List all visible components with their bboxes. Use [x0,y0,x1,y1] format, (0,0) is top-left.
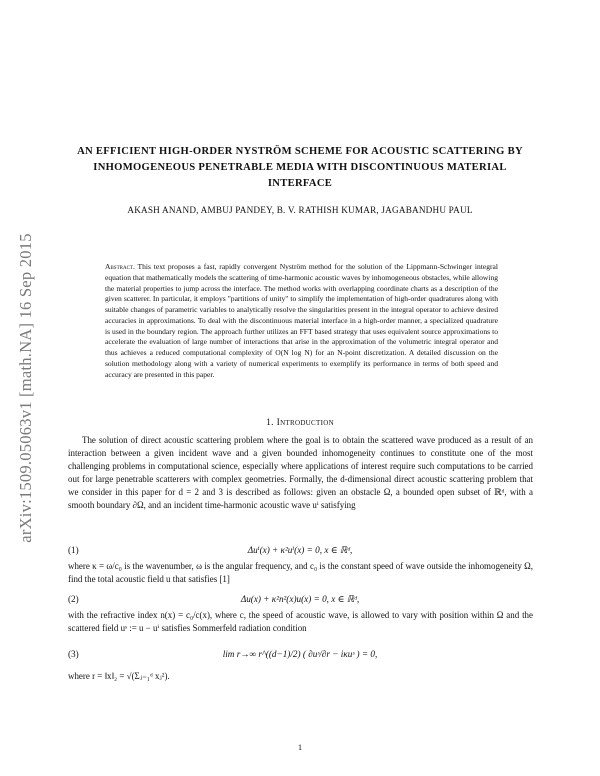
paper-title: AN EFFICIENT HIGH-ORDER NYSTRÖM SCHEME FOR ACOUSTIC SCATTERING BY INHOMOGENEOUS PENETRABLE MEDIA WITH DISCONTINUOUS MATERIAL INTERFACE [77,146,523,189]
paper-authors: AKASH ANAND, AMBUJ PANDEY, B. V. RATHISH KUMAR, JAGABANDHU PAUL [127,205,473,215]
equation-3-number: (3) [68,649,79,659]
abstract-label: Abstract. [105,262,135,271]
equation-2-number: (2) [68,594,79,604]
abstract-text: This text proposes a fast, rapidly convergent Nyström method for the solution of the Lippmann-Schwinger integral equation that mathematically models the scattering of time-harmonic acoustic waves by inhomogeneous obstacles, while allowing the material properties to jump across the interface. The method works with overlapping coordinate charts as a description of the given scatterer. In particular, it employs "partitions of unity" to simplify the implementation of high-order quadratures along with suitable changes of parametric variables to analytically resolve the singularities present in the integral operator to achieve desired accuracies in approximations. To deal with the discontinuous material interface in a high-order manner, a specialized quadrature is used in the boundary region. The approach further utilizes an FFT based strategy that uses equivalent source approximations to accelerate the evaluation of large number of interactions that arise in the approximation of the volumetric integral operator and thus achieves a reduced computational complexity of O(N log N) for an N-point discretization. A detailed discussion on the solution methodology along with a variety of numerical experiments to exemplify its performance in terms of both speed and accuracy are presented in this paper. [105,262,498,379]
paragraph-after-eq1: where κ = ω/c₀ is the wavenumber, ω is the angular frequency, and c₀ is the constant speed of wave outside the inhomogeneity Ω, find the total acoustic field u that satisfies [1] [68,561,533,585]
intro-paragraph: The solution of direct acoustic scattering problem where the goal is to obtain the scattered wave produced as a result of an interaction between a given incident wave and a given bounded inhomogeneity continues to constitute one of the most challenging problems in computational science, especially where applications of interest require such computations to be carried out for large penetrable scatterers with complex geometries. Formally, the d-dimensional direct acoustic scattering problem that we consider in this paper for d = 2 and 3 is described as follows: given an obstacle Ω, a bounded open subset of ℝᵈ, with a smooth boundary ∂Ω, and an incident time-harmonic acoustic wave uⁱ satisfying [68,435,533,511]
arxiv-stamp-text: arXiv:1509.05063v1 [math.NA] 16 Sep 2015 [16,233,35,543]
equation-1-body: Δuⁱ(x) + κ²uⁱ(x) = 0, x ∈ ℝᵈ, [247,545,353,555]
paragraph-after-eq2: with the refractive index n(x) = c₀/c(x), where c, the speed of acoustic wave, is allowed to vary with position within Ω and the scattered field uˢ := u − uⁱ satisfies Sommerfeld radiation condition [68,610,533,634]
paragraph-after-eq3: where r = ‖x‖₂ = √(Σⱼ₌₁ᵈ xⱼ²). [68,671,170,681]
equation-2-body: Δu(x) + κ²n²(x)u(x) = 0, x ∈ ℝᵈ, [240,594,360,604]
abstract [105,262,498,380]
equation-1-number: (1) [68,545,79,555]
page-number: 1 [297,742,303,752]
section-heading: 1. Introduction [266,417,334,428]
equation-3-body: lim r→∞ r^((d−1)/2) ( ∂uˢ/∂r − iκuˢ ) = 0, [222,649,378,659]
arxiv-stamp [14,178,38,598]
